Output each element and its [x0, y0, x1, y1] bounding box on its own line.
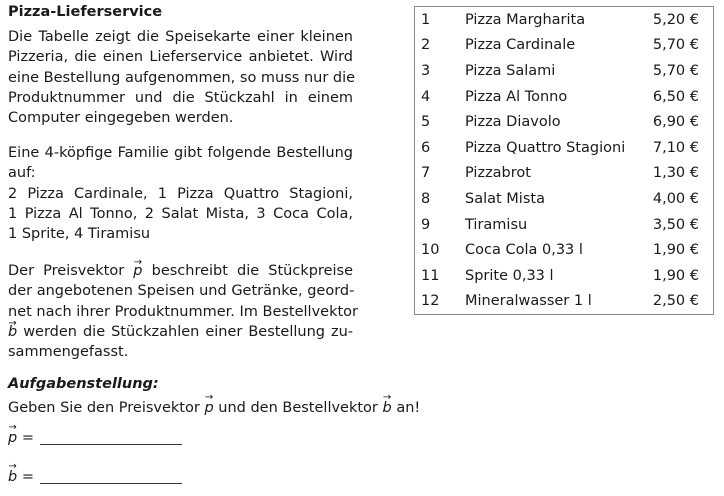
menu-item-price: 6,90 € — [652, 114, 699, 131]
menu-item-name: Mineralwasser 1 l — [465, 293, 592, 310]
text-fragment: Der Preisvektor — [8, 263, 134, 279]
text-line: der angebotenen Speisen und Getränke, geord- — [8, 283, 355, 300]
text-line: 2 Pizza Cardinale, 1 Pizza Quattro Stagioni, — [8, 185, 353, 202]
menu-row — [415, 84, 713, 110]
page-title: Pizza-Lieferservice — [8, 4, 163, 20]
answer-line-price[interactable] — [40, 444, 182, 445]
menu-item-name: Pizza Margharita — [465, 11, 586, 28]
menu-item-number: 7 — [421, 165, 431, 182]
menu-item-number: 11 — [421, 267, 440, 284]
menu-item-price: 5,20 € — [652, 11, 699, 28]
text-line: Die Tabelle zeigt die Speisekarte einer kleinen — [8, 29, 353, 45]
menu-item-name: Pizza Diavolo — [465, 114, 561, 131]
text-fragment: an! — [391, 400, 421, 416]
menu-item-name: Pizza Quattro Stagioni — [465, 139, 626, 156]
menu-item-number: 2 — [421, 37, 431, 54]
text-line: eine Bestellung aufgenommen, so muss nur die — [8, 69, 356, 86]
menu-item-price: 1,90 € — [652, 242, 699, 259]
menu-item-number: 6 — [421, 139, 431, 156]
menu-item-number: 5 — [421, 114, 431, 131]
text-line: sammengefasst. — [8, 344, 129, 361]
menu-item-price: 1,90 € — [652, 267, 699, 284]
text-line: Eine 4-köpfige Familie gibt folgende Bestellung — [8, 145, 353, 161]
menu-item-price: 5,70 € — [652, 62, 699, 79]
task-text — [8, 400, 420, 416]
menu-item-price: 7,10 € — [652, 139, 699, 156]
order-vector-symbol: → b — [383, 400, 392, 416]
text-fragment: und den Bestellvektor — [213, 400, 383, 416]
menu-row — [415, 135, 713, 161]
text-line: auf: — [8, 165, 36, 182]
menu-row — [415, 161, 713, 187]
menu-item-price: 4,00 € — [652, 190, 699, 207]
answer-price-vector — [8, 430, 182, 446]
price-vector-symbol: → p — [8, 430, 17, 446]
order-vector-symbol: → b — [8, 469, 17, 485]
text-line: Pizzeria, die einen Lieferservice anbietet. Wird — [8, 49, 353, 66]
text-line — [8, 261, 353, 281]
text-fragment: werden die Stückzahlen einer Bestellung zu- — [17, 323, 353, 340]
text-line: 1 Pizza Al Tonno, 2 Salat Mista, 3 Coca Cola, — [8, 205, 353, 222]
menu-row — [415, 109, 713, 135]
equals-sign: = — [21, 469, 34, 485]
vector-paragraph — [8, 261, 358, 362]
menu-row — [415, 263, 713, 289]
menu-item-number: 4 — [421, 88, 431, 105]
menu-item-number: 8 — [421, 190, 431, 207]
text-line: Produktnummer und die Stückzahl in einem — [8, 89, 353, 106]
task-heading: Aufgabenstellung: — [8, 376, 159, 392]
menu-item-name: Pizza Salami — [465, 62, 556, 79]
menu-item-price: 2,50 € — [652, 293, 699, 310]
answer-line-order[interactable] — [40, 483, 182, 484]
equals-sign: = — [21, 430, 34, 446]
menu-item-name: Sprite 0,33 l — [465, 267, 554, 284]
menu-row — [415, 7, 713, 33]
menu-item-name: Coca Cola 0,33 l — [465, 242, 583, 259]
menu-item-number: 9 — [421, 216, 431, 233]
menu-row — [415, 289, 713, 315]
text-line: 1 Sprite, 4 Tiramisu — [8, 226, 151, 243]
intro-paragraph — [8, 27, 356, 128]
order-vector-symbol: → b — [8, 322, 17, 342]
text-fragment: Geben Sie den Preisvektor — [8, 400, 205, 416]
menu-item-number: 1 — [421, 11, 431, 28]
menu-item-name: Pizza Cardinale — [465, 37, 576, 54]
menu-row — [415, 33, 713, 59]
menu-item-price: 5,70 € — [652, 37, 699, 54]
text-line: Computer eingegeben werden. — [8, 110, 234, 127]
price-vector-symbol: → p — [133, 261, 142, 281]
menu-item-name: Pizzabrot — [465, 165, 531, 182]
menu-item-price: 3,50 € — [652, 216, 699, 233]
menu-item-name: Tiramisu — [465, 216, 528, 233]
menu-item-name: Salat Mista — [465, 190, 545, 207]
menu-row — [415, 237, 713, 263]
menu-table — [414, 6, 714, 315]
menu-row — [415, 58, 713, 84]
menu-item-number: 12 — [421, 293, 440, 310]
menu-item-number: 10 — [421, 242, 440, 259]
text-line: net nach ihrer Produktnummer. Im Bestellvektor — [8, 303, 358, 320]
price-vector-symbol: → p — [204, 400, 213, 416]
menu-row — [415, 212, 713, 238]
menu-item-name: Pizza Al Tonno — [465, 88, 568, 105]
menu-item-price: 6,50 € — [652, 88, 699, 105]
menu-row — [415, 186, 713, 212]
menu-item-price: 1,30 € — [652, 165, 699, 182]
text-fragment: beschreibt die Stückpreise — [142, 263, 353, 279]
menu-item-number: 3 — [421, 62, 431, 79]
order-paragraph — [8, 143, 353, 244]
answer-order-vector — [8, 469, 182, 485]
text-line — [8, 322, 353, 342]
